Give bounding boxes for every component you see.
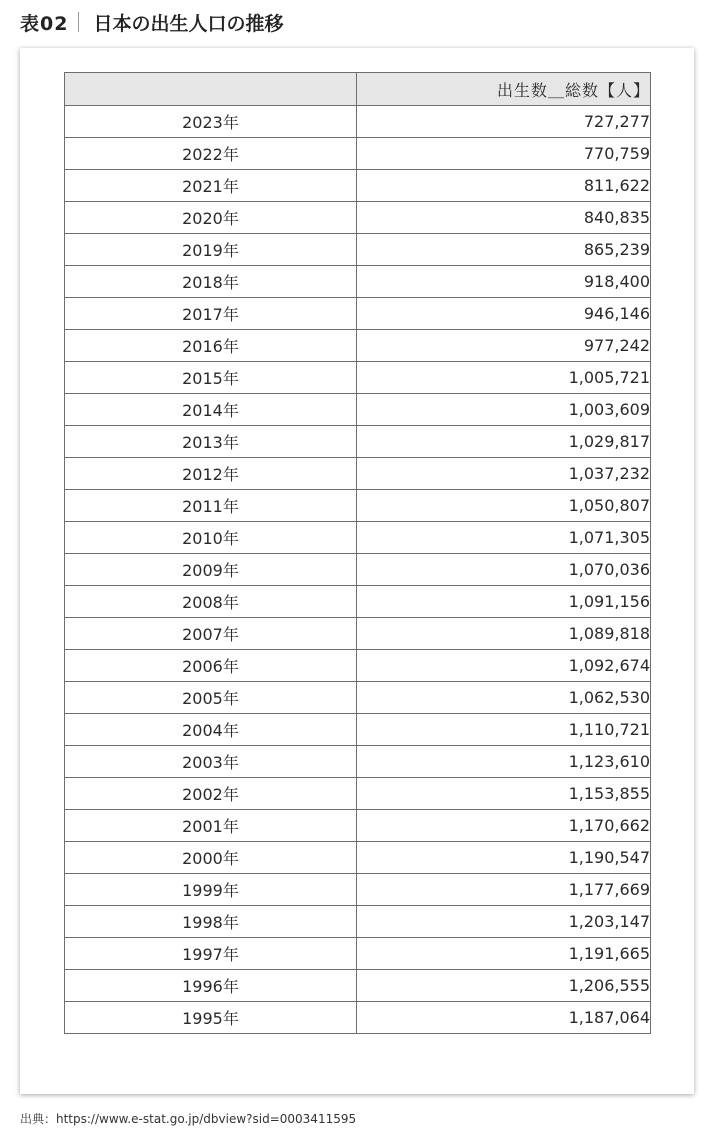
table-row [65, 682, 651, 714]
year-cell: 2014年 [65, 394, 357, 426]
year-cell: 1995年 [65, 1002, 357, 1034]
birth-count-cell: 1,050,807 [357, 490, 651, 522]
birth-count-cell: 840,835 [357, 202, 651, 234]
table-row [65, 586, 651, 618]
birth-count-cell: 1,170,662 [357, 810, 651, 842]
birth-count-cell: 1,191,665 [357, 938, 651, 970]
year-cell: 2018年 [65, 266, 357, 298]
year-cell: 2001年 [65, 810, 357, 842]
table-row [65, 234, 651, 266]
birth-count-cell: 1,123,610 [357, 746, 651, 778]
table-body [65, 106, 651, 1034]
year-cell: 2011年 [65, 490, 357, 522]
birth-count-cell: 1,206,555 [357, 970, 651, 1002]
year-cell: 2015年 [65, 362, 357, 394]
table-row [65, 298, 651, 330]
birth-count-cell: 1,037,232 [357, 458, 651, 490]
table-row [65, 650, 651, 682]
year-cell: 2013年 [65, 426, 357, 458]
year-cell: 2008年 [65, 586, 357, 618]
birth-count-cell: 1,187,064 [357, 1002, 651, 1034]
table-row [65, 490, 651, 522]
birth-count-cell: 1,003,609 [357, 394, 651, 426]
table-row [65, 202, 651, 234]
birth-count-cell: 1,091,156 [357, 586, 651, 618]
table-row [65, 394, 651, 426]
birth-count-cell: 1,029,817 [357, 426, 651, 458]
table-row [65, 554, 651, 586]
table-row [65, 938, 651, 970]
year-cell: 2000年 [65, 842, 357, 874]
year-cell: 2016年 [65, 330, 357, 362]
year-cell: 2023年 [65, 106, 357, 138]
year-cell: 1998年 [65, 906, 357, 938]
year-cell: 2005年 [65, 682, 357, 714]
year-column-header [65, 73, 357, 106]
year-cell: 2010年 [65, 522, 357, 554]
year-cell: 2020年 [65, 202, 357, 234]
year-cell: 2022年 [65, 138, 357, 170]
page-header [20, 6, 283, 38]
table-row [65, 1002, 651, 1034]
header-divider [78, 12, 79, 32]
year-cell: 2019年 [65, 234, 357, 266]
table-row [65, 426, 651, 458]
birth-count-column-header: 出生数＿総数【人】 [357, 73, 651, 106]
birth-count-cell: 1,071,305 [357, 522, 651, 554]
table-row [65, 458, 651, 490]
birth-count-cell: 1,110,721 [357, 714, 651, 746]
table-row [65, 618, 651, 650]
table-row [65, 170, 651, 202]
year-cell: 2003年 [65, 746, 357, 778]
birth-count-cell: 977,242 [357, 330, 651, 362]
birth-data-table [64, 72, 651, 1034]
birth-count-cell: 770,759 [357, 138, 651, 170]
birth-count-cell: 1,203,147 [357, 906, 651, 938]
table-row [65, 874, 651, 906]
table-row [65, 906, 651, 938]
table-header-row [65, 73, 651, 106]
year-cell: 1997年 [65, 938, 357, 970]
year-cell: 2017年 [65, 298, 357, 330]
birth-count-cell: 865,239 [357, 234, 651, 266]
year-cell: 2002年 [65, 778, 357, 810]
table-row [65, 714, 651, 746]
table-row [65, 106, 651, 138]
table-row [65, 330, 651, 362]
table-row [65, 138, 651, 170]
table-row [65, 362, 651, 394]
year-cell: 2006年 [65, 650, 357, 682]
table-row [65, 810, 651, 842]
year-cell: 2009年 [65, 554, 357, 586]
birth-count-cell: 1,153,855 [357, 778, 651, 810]
year-cell: 1996年 [65, 970, 357, 1002]
birth-count-cell: 1,089,818 [357, 618, 651, 650]
birth-count-cell: 1,092,674 [357, 650, 651, 682]
birth-count-cell: 918,400 [357, 266, 651, 298]
birth-count-cell: 1,190,547 [357, 842, 651, 874]
year-cell: 1999年 [65, 874, 357, 906]
birth-count-cell: 1,005,721 [357, 362, 651, 394]
source-note: 出典：https://www.e-stat.go.jp/dbview?sid=0003411595 [20, 1112, 357, 1126]
table-row [65, 522, 651, 554]
year-cell: 2004年 [65, 714, 357, 746]
birth-count-cell: 1,062,530 [357, 682, 651, 714]
birth-count-cell: 727,277 [357, 106, 651, 138]
page-title: 日本の出生人口の推移 [93, 12, 284, 35]
birth-count-cell: 946,146 [357, 298, 651, 330]
table-row [65, 778, 651, 810]
year-cell: 2012年 [65, 458, 357, 490]
table-row [65, 970, 651, 1002]
year-cell: 2007年 [65, 618, 357, 650]
birth-count-cell: 1,070,036 [357, 554, 651, 586]
birth-count-cell: 1,177,669 [357, 874, 651, 906]
table-row [65, 266, 651, 298]
table-number-label: 表02 [20, 12, 69, 35]
table-card [20, 48, 694, 1094]
table-row [65, 746, 651, 778]
year-cell: 2021年 [65, 170, 357, 202]
birth-count-cell: 811,622 [357, 170, 651, 202]
table-row [65, 842, 651, 874]
